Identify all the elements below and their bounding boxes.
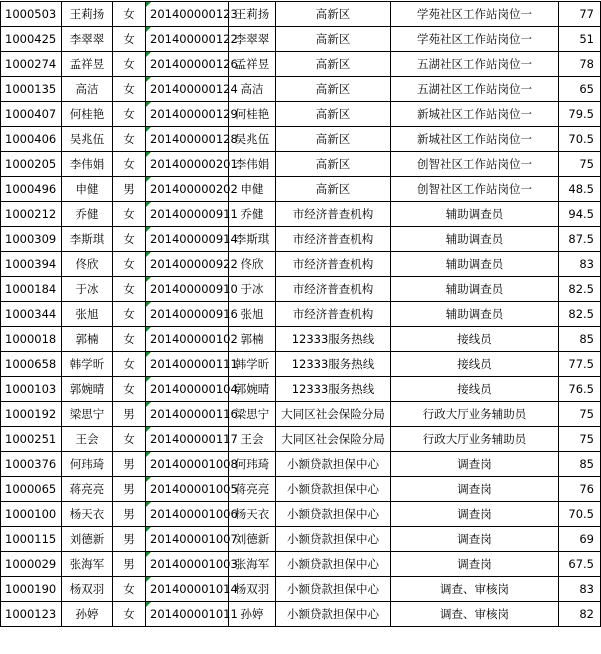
cell-name-repeat: 李斯琪	[229, 227, 276, 252]
table-row	[1, 202, 601, 227]
cell-position: 调查岗	[391, 552, 559, 577]
cell-unit: 市经济普查机构	[276, 252, 391, 277]
cell-score: 51	[559, 27, 601, 52]
cell-position: 接线员	[391, 352, 559, 377]
cell-name: 佟欣	[62, 252, 113, 277]
cell-gender: 男	[113, 177, 146, 202]
cell-position: 辅助调查员	[391, 302, 559, 327]
cell-name-repeat: 韩学昕	[229, 352, 276, 377]
cell-position: 调查岗	[391, 477, 559, 502]
cell-unit: 高新区	[276, 77, 391, 102]
cell-name-repeat: 孟祥昱	[229, 52, 276, 77]
cell-score: 65	[559, 77, 601, 102]
cell-name: 梁思宁	[62, 402, 113, 427]
cell-name: 孟祥昱	[62, 52, 113, 77]
cell-name: 韩学昕	[62, 352, 113, 377]
table-row	[1, 552, 601, 577]
cell-name-repeat: 孙婷	[229, 602, 276, 627]
cell-name: 申健	[62, 177, 113, 202]
cell-name: 郭婉晴	[62, 377, 113, 402]
cell-gender: 女	[113, 277, 146, 302]
cell-gender: 男	[113, 452, 146, 477]
cell-position: 新城社区工作站岗位一	[391, 102, 559, 127]
cell-position: 五湖社区工作站岗位一	[391, 52, 559, 77]
cell-applicant-id: 1000251	[1, 427, 62, 452]
cell-name-repeat: 于冰	[229, 277, 276, 302]
cell-unit: 12333服务热线	[276, 352, 391, 377]
cell-applicant-id: 1000406	[1, 127, 62, 152]
cell-position: 辅助调查员	[391, 227, 559, 252]
table-row	[1, 127, 601, 152]
cell-position: 接线员	[391, 327, 559, 352]
cell-name: 吴兆伍	[62, 127, 113, 152]
cell-exam-number: 201400000124	[146, 77, 229, 102]
cell-score: 77.5	[559, 352, 601, 377]
cell-unit: 市经济普查机构	[276, 202, 391, 227]
cell-score: 75	[559, 402, 601, 427]
cell-unit: 12333服务热线	[276, 327, 391, 352]
cell-applicant-id: 1000658	[1, 352, 62, 377]
cell-name-repeat: 佟欣	[229, 252, 276, 277]
cell-exam-number: 201400000129	[146, 102, 229, 127]
cell-name-repeat: 何玮琦	[229, 452, 276, 477]
cell-score: 87.5	[559, 227, 601, 252]
cell-position: 调查、审核岗	[391, 577, 559, 602]
cell-exam-number: 201400000117	[146, 427, 229, 452]
cell-unit: 大同区社会保险分局	[276, 402, 391, 427]
cell-unit: 小额贷款担保中心	[276, 477, 391, 502]
cell-name: 张旭	[62, 302, 113, 327]
cell-name-repeat: 王会	[229, 427, 276, 452]
cell-applicant-id: 1000115	[1, 527, 62, 552]
cell-gender: 男	[113, 552, 146, 577]
table-row	[1, 502, 601, 527]
cell-score: 85	[559, 452, 601, 477]
table-row	[1, 177, 601, 202]
cell-name-repeat: 申健	[229, 177, 276, 202]
cell-applicant-id: 1000123	[1, 602, 62, 627]
cell-gender: 女	[113, 377, 146, 402]
cell-unit: 小额贷款担保中心	[276, 577, 391, 602]
cell-unit: 高新区	[276, 52, 391, 77]
cell-gender: 女	[113, 102, 146, 127]
cell-name: 何桂艳	[62, 102, 113, 127]
cell-gender: 男	[113, 502, 146, 527]
cell-exam-number: 201400001007	[146, 527, 229, 552]
cell-gender: 女	[113, 352, 146, 377]
cell-applicant-id: 1000065	[1, 477, 62, 502]
cell-position: 辅助调查员	[391, 277, 559, 302]
cell-score: 77	[559, 2, 601, 27]
cell-exam-number: 201400000126	[146, 52, 229, 77]
cell-score: 82.5	[559, 277, 601, 302]
cell-name: 乔健	[62, 202, 113, 227]
cell-gender: 女	[113, 252, 146, 277]
table-row	[1, 352, 601, 377]
cell-score: 85	[559, 327, 601, 352]
cell-name-repeat: 张旭	[229, 302, 276, 327]
cell-gender: 女	[113, 2, 146, 27]
cell-score: 67.5	[559, 552, 601, 577]
table-row	[1, 327, 601, 352]
cell-name: 刘德新	[62, 527, 113, 552]
results-table	[0, 1, 601, 627]
table-row	[1, 577, 601, 602]
cell-applicant-id: 1000344	[1, 302, 62, 327]
cell-exam-number: 201400000128	[146, 127, 229, 152]
cell-position: 创智社区工作站岗位一	[391, 152, 559, 177]
cell-unit: 高新区	[276, 2, 391, 27]
cell-score: 76.5	[559, 377, 601, 402]
cell-unit: 小额贷款担保中心	[276, 527, 391, 552]
cell-applicant-id: 1000274	[1, 52, 62, 77]
cell-name-repeat: 刘德新	[229, 527, 276, 552]
cell-name: 郭楠	[62, 327, 113, 352]
cell-gender: 女	[113, 302, 146, 327]
cell-gender: 女	[113, 227, 146, 252]
cell-name-repeat: 吴兆伍	[229, 127, 276, 152]
cell-score: 78	[559, 52, 601, 77]
cell-position: 调查、审核岗	[391, 602, 559, 627]
cell-score: 82.5	[559, 302, 601, 327]
table-row	[1, 427, 601, 452]
cell-unit: 市经济普查机构	[276, 227, 391, 252]
cell-applicant-id: 1000190	[1, 577, 62, 602]
cell-applicant-id: 1000407	[1, 102, 62, 127]
cell-applicant-id: 1000376	[1, 452, 62, 477]
cell-name-repeat: 杨双羽	[229, 577, 276, 602]
table-row	[1, 477, 601, 502]
table-body	[1, 2, 601, 627]
cell-applicant-id: 1000103	[1, 377, 62, 402]
cell-gender: 男	[113, 527, 146, 552]
cell-applicant-id: 1000496	[1, 177, 62, 202]
cell-exam-number: 201400000102	[146, 327, 229, 352]
cell-applicant-id: 1000394	[1, 252, 62, 277]
cell-exam-number: 201400000914	[146, 227, 229, 252]
cell-applicant-id: 1000192	[1, 402, 62, 427]
cell-exam-number: 201400001006	[146, 502, 229, 527]
cell-score: 82	[559, 602, 601, 627]
cell-position: 学苑社区工作站岗位一	[391, 2, 559, 27]
table-row	[1, 102, 601, 127]
cell-score: 70.5	[559, 127, 601, 152]
cell-exam-number: 201400001005	[146, 477, 229, 502]
cell-name: 李翠翠	[62, 27, 113, 52]
cell-exam-number: 201400000910	[146, 277, 229, 302]
cell-unit: 小额贷款担保中心	[276, 502, 391, 527]
cell-name-repeat: 李伟娟	[229, 152, 276, 177]
cell-unit: 小额贷款担保中心	[276, 452, 391, 477]
cell-position: 辅助调查员	[391, 252, 559, 277]
cell-score: 79.5	[559, 102, 601, 127]
cell-gender: 女	[113, 77, 146, 102]
cell-exam-number: 201400000202	[146, 177, 229, 202]
cell-unit: 高新区	[276, 177, 391, 202]
cell-score: 70.5	[559, 502, 601, 527]
cell-applicant-id: 1000018	[1, 327, 62, 352]
cell-unit: 小额贷款担保中心	[276, 552, 391, 577]
table-row	[1, 2, 601, 27]
cell-name-repeat: 张海军	[229, 552, 276, 577]
cell-exam-number: 201400000111	[146, 352, 229, 377]
cell-exam-number: 201400000916	[146, 302, 229, 327]
cell-score: 48.5	[559, 177, 601, 202]
cell-position: 行政大厅业务辅助员	[391, 402, 559, 427]
cell-name-repeat: 高洁	[229, 77, 276, 102]
cell-unit: 市经济普查机构	[276, 277, 391, 302]
cell-applicant-id: 1000184	[1, 277, 62, 302]
cell-position: 调查岗	[391, 452, 559, 477]
table-row	[1, 52, 601, 77]
cell-score: 69	[559, 527, 601, 552]
cell-name: 杨天衣	[62, 502, 113, 527]
cell-exam-number: 201400001014	[146, 577, 229, 602]
cell-position: 调查岗	[391, 527, 559, 552]
cell-name: 杨双羽	[62, 577, 113, 602]
cell-name-repeat: 李翠翠	[229, 27, 276, 52]
cell-applicant-id: 1000503	[1, 2, 62, 27]
cell-name: 孙婷	[62, 602, 113, 627]
table-row	[1, 302, 601, 327]
cell-name-repeat: 乔健	[229, 202, 276, 227]
cell-gender: 女	[113, 152, 146, 177]
cell-score: 75	[559, 152, 601, 177]
table-row	[1, 527, 601, 552]
cell-exam-number: 201400000116	[146, 402, 229, 427]
cell-applicant-id: 1000425	[1, 27, 62, 52]
cell-score: 83	[559, 252, 601, 277]
cell-unit: 高新区	[276, 102, 391, 127]
cell-name: 高洁	[62, 77, 113, 102]
cell-gender: 女	[113, 127, 146, 152]
table-row	[1, 402, 601, 427]
cell-applicant-id: 1000205	[1, 152, 62, 177]
cell-name-repeat: 王莉扬	[229, 2, 276, 27]
cell-position: 新城社区工作站岗位一	[391, 127, 559, 152]
cell-name-repeat: 梁思宁	[229, 402, 276, 427]
cell-applicant-id: 1000309	[1, 227, 62, 252]
cell-position: 五湖社区工作站岗位一	[391, 77, 559, 102]
cell-position: 接线员	[391, 377, 559, 402]
cell-gender: 女	[113, 577, 146, 602]
cell-position: 学苑社区工作站岗位一	[391, 27, 559, 52]
cell-position: 调查岗	[391, 502, 559, 527]
table-row	[1, 227, 601, 252]
cell-name: 李斯琪	[62, 227, 113, 252]
cell-exam-number: 201400000122	[146, 27, 229, 52]
cell-gender: 女	[113, 427, 146, 452]
cell-gender: 女	[113, 27, 146, 52]
cell-score: 75	[559, 427, 601, 452]
cell-name: 王莉扬	[62, 2, 113, 27]
cell-applicant-id: 1000212	[1, 202, 62, 227]
cell-unit: 高新区	[276, 127, 391, 152]
cell-applicant-id: 1000100	[1, 502, 62, 527]
cell-name: 李伟娟	[62, 152, 113, 177]
cell-name-repeat: 杨天衣	[229, 502, 276, 527]
table-row	[1, 252, 601, 277]
cell-exam-number: 201400000911	[146, 202, 229, 227]
cell-exam-number: 201400001003	[146, 552, 229, 577]
cell-exam-number: 201400000201	[146, 152, 229, 177]
cell-name-repeat: 郭楠	[229, 327, 276, 352]
table-row	[1, 452, 601, 477]
cell-score: 94.5	[559, 202, 601, 227]
cell-unit: 高新区	[276, 152, 391, 177]
cell-applicant-id: 1000029	[1, 552, 62, 577]
table-row	[1, 152, 601, 177]
cell-name: 蒋亮亮	[62, 477, 113, 502]
cell-name: 何玮琦	[62, 452, 113, 477]
cell-unit: 大同区社会保险分局	[276, 427, 391, 452]
cell-exam-number: 201400000104	[146, 377, 229, 402]
cell-gender: 男	[113, 477, 146, 502]
cell-gender: 女	[113, 327, 146, 352]
cell-name-repeat: 郭婉晴	[229, 377, 276, 402]
table-row	[1, 277, 601, 302]
cell-name-repeat: 何桂艳	[229, 102, 276, 127]
cell-unit: 高新区	[276, 27, 391, 52]
cell-gender: 女	[113, 52, 146, 77]
cell-score: 76	[559, 477, 601, 502]
table-row	[1, 377, 601, 402]
cell-applicant-id: 1000135	[1, 77, 62, 102]
cell-name: 王会	[62, 427, 113, 452]
cell-unit: 12333服务热线	[276, 377, 391, 402]
cell-gender: 女	[113, 602, 146, 627]
table-row	[1, 602, 601, 627]
cell-exam-number: 201400001011	[146, 602, 229, 627]
cell-exam-number: 201400001008	[146, 452, 229, 477]
cell-score: 83	[559, 577, 601, 602]
cell-exam-number: 201400000123	[146, 2, 229, 27]
cell-gender: 男	[113, 402, 146, 427]
cell-name: 张海军	[62, 552, 113, 577]
cell-name-repeat: 蒋亮亮	[229, 477, 276, 502]
cell-name: 于冰	[62, 277, 113, 302]
cell-gender: 女	[113, 202, 146, 227]
table-row	[1, 77, 601, 102]
cell-position: 行政大厅业务辅助员	[391, 427, 559, 452]
cell-unit: 市经济普查机构	[276, 302, 391, 327]
cell-position: 辅助调查员	[391, 202, 559, 227]
cell-position: 创智社区工作站岗位一	[391, 177, 559, 202]
table-row	[1, 27, 601, 52]
cell-exam-number: 201400000922	[146, 252, 229, 277]
cell-unit: 小额贷款担保中心	[276, 602, 391, 627]
